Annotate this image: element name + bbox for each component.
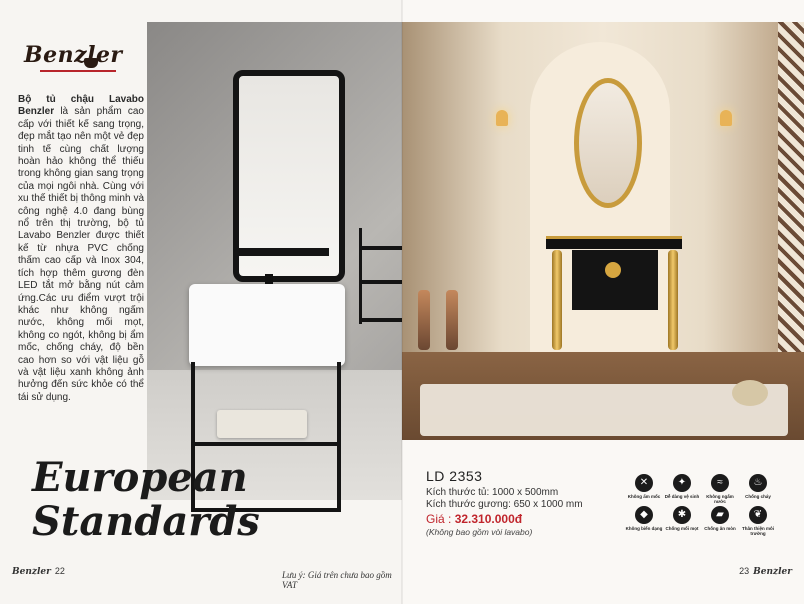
product-code: LD 2353: [426, 468, 483, 484]
black-countertop: [546, 236, 682, 249]
left-footer: [12, 566, 65, 577]
shape-icon: ◆: [635, 506, 653, 524]
wall-sconce-right: [720, 110, 732, 126]
gold-vanity-photo: [402, 22, 804, 440]
price: [426, 512, 522, 526]
description-lead: Bộ tủ chậu Lavabo Benzler: [18, 94, 144, 118]
headline-line2: Standards: [32, 498, 260, 545]
page-spine: [401, 0, 403, 604]
candle-holder-1: [418, 290, 430, 350]
right-footer: [739, 566, 792, 577]
gold-knob: [605, 262, 621, 278]
feature-corrosion: ▰ Chống ăn mòn: [700, 506, 740, 531]
gold-leg-left: [552, 250, 562, 350]
folded-towel: [217, 410, 307, 438]
decor-vase: [732, 380, 768, 406]
lattice-screen: [778, 22, 804, 362]
vat-note: Lưu ý: Giá trên chưa bao gồm VAT: [282, 570, 392, 590]
price-label: Giá :: [426, 512, 455, 526]
gold-leg-right: [668, 250, 678, 350]
price-value: 32.310.000đ: [454, 512, 523, 526]
brand-underline: [40, 70, 116, 72]
feature-water: ≈ Không ngấm nước: [700, 474, 740, 504]
description-body: là sản phẩm cao cấp với thiết kế sang trọng, đẹp mắt tạo nên một vẻ đẹp tinh tế cùng chất lượng hoàn hảo không thể thiếu trong không gian sang trọng của mọi ngôi nhà. Cùng với xu thế thiết bị thông minh và công nghệ 4.0 đang bùng nổ trên thị trường, bộ tủ Lavabo Benzler được thiết kế từ nhựa PVC chống thấm cao cấp và Inox 304, tích hợp thêm gương đèn LED tắt mở bằng nút cảm ứng.Các ưu điểm vượt trội khác như không ngấm nước, không mối mọt, không co ngót, không bị ẩm mốc, chống cháy, độ bền cao hơn so với vật liệu gỗ và vật liệu xanh không ảnh hưởng đến sức khỏe có thể tái sử dụng.: [18, 106, 144, 403]
product-description: [18, 94, 144, 404]
feature-mold: ✕ Không ẩm mốc: [624, 474, 664, 499]
feature-clean: ✦ Dễ dàng vệ sinh: [662, 474, 702, 499]
price-note: (Không bao gồm vòi lavabo): [426, 527, 533, 537]
candle-holder-2: [446, 290, 458, 350]
clean-icon: ✦: [673, 474, 691, 492]
mirror-size: Kích thước gương: 650 x 1000 mm: [426, 499, 583, 510]
mirror-shelf: [237, 248, 329, 256]
leaf-icon: ❦: [749, 506, 767, 524]
footer-brand-right: Benzler: [753, 567, 792, 577]
headline-line1: European: [32, 454, 248, 501]
feature-leaf: ❦ Thân thiện môi trường: [738, 506, 778, 536]
bug-icon: ✱: [673, 506, 691, 524]
page-number-right: 23: [739, 566, 750, 576]
white-basin: [189, 284, 345, 366]
feature-fire: ♨ Chống cháy: [738, 474, 778, 499]
wall-sconce-left: [496, 110, 508, 126]
black-cabinet: [572, 250, 658, 310]
corrosion-icon: ▰: [711, 506, 729, 524]
footer-brand-left: Benzler: [12, 567, 51, 577]
headline: [32, 456, 260, 544]
feature-shape: ◆ Không biến dạng: [624, 506, 664, 531]
right-page: [402, 0, 804, 604]
cabinet-size: Kích thước tủ: 1000 x 500mm: [426, 487, 559, 498]
page-number-left: 22: [54, 566, 65, 576]
fire-icon: ♨: [749, 474, 767, 492]
lavabo-photo: [147, 22, 402, 500]
water-icon: ≈: [711, 474, 729, 492]
feature-bug: ✱ Chống mối mọt: [662, 506, 702, 531]
oval-mirror: [574, 78, 642, 208]
wall-shelf: [359, 228, 402, 324]
brand-logo-text: Benzler: [24, 42, 123, 68]
mold-icon: ✕: [635, 474, 653, 492]
